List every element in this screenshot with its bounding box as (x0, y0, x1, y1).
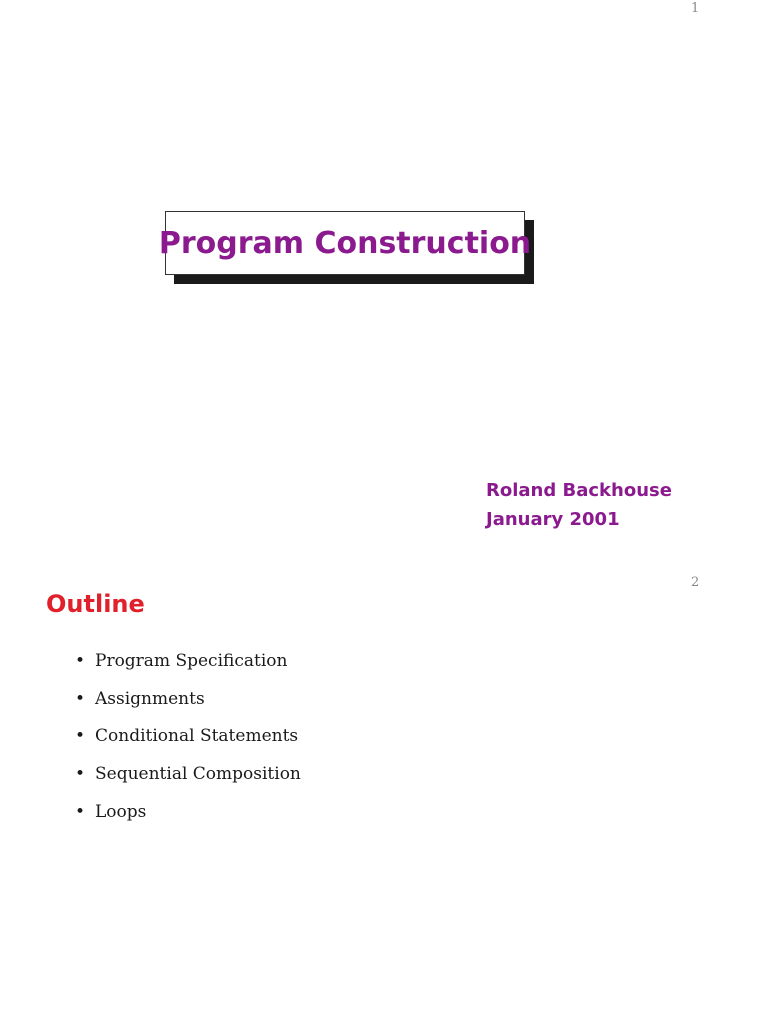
bullet-icon: • (75, 688, 86, 709)
list-item-label: Program Specification (95, 651, 288, 671)
list-item-label: Conditional Statements (95, 726, 299, 747)
bullet-icon: • (75, 801, 86, 822)
page-number: 2 (691, 575, 700, 590)
list-item (75, 651, 301, 689)
list-item-label: Sequential Composition (95, 764, 301, 785)
list-item (75, 764, 301, 802)
date: January 2001 (486, 509, 620, 530)
page-number: 1 (691, 1, 700, 16)
author-block (486, 476, 672, 534)
title-box (158, 211, 532, 275)
list-item (75, 689, 301, 727)
list-item (75, 726, 301, 764)
bullet-icon: • (75, 651, 86, 671)
author-name: Roland Backhouse (486, 480, 672, 501)
list-item-label: Assignments (95, 688, 205, 709)
bullet-icon: • (75, 764, 86, 785)
outline-heading: Outline (46, 590, 145, 618)
slide-title: Program Construction (158, 225, 532, 261)
list-item-label: Loops (95, 801, 147, 822)
outline-list (75, 651, 301, 839)
bullet-icon: • (75, 726, 86, 747)
list-item (75, 802, 301, 840)
